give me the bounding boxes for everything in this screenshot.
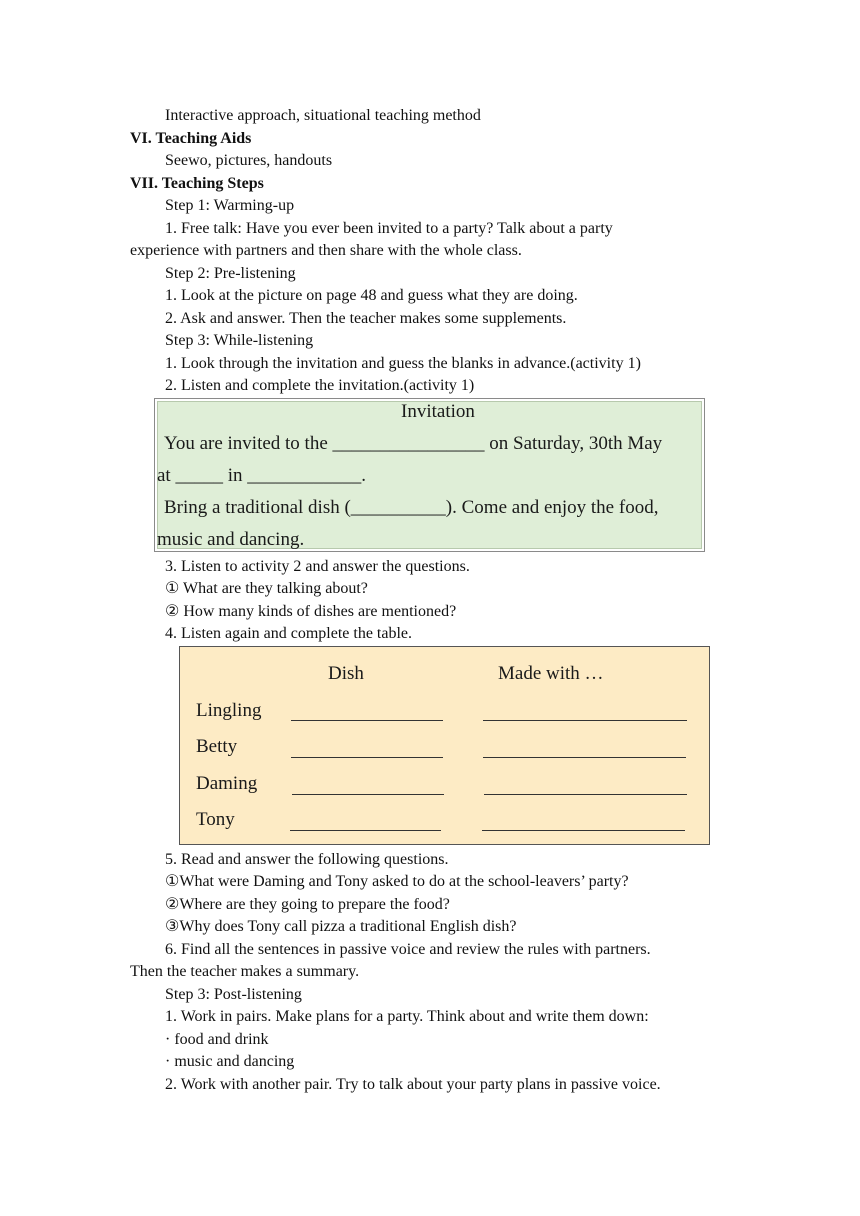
invitation-card xyxy=(154,398,705,552)
made-with-blank xyxy=(484,794,687,795)
step3-item3: 3. Listen to activity 2 and answer the questions. xyxy=(165,558,470,575)
step2-item1: 1. Look at the picture on page 48 and guess what they are doing. xyxy=(165,287,578,304)
step3-item1: 1. Look through the invitation and guess the blanks in advance.(activity 1) xyxy=(165,355,641,372)
post-listening-item1: 1. Work in pairs. Make plans for a party. Think about and write them down: xyxy=(165,1008,649,1025)
step3-item2: 2. Listen and complete the invitation.(activity 1) xyxy=(165,377,475,394)
teaching-aids-text: Seewo, pictures, handouts xyxy=(165,152,333,169)
step3-item4: 4. Listen again and complete the table. xyxy=(165,625,413,642)
dish-blank xyxy=(292,794,444,795)
made-with-blank xyxy=(483,720,687,721)
dish-table xyxy=(179,646,710,845)
made-with-blank xyxy=(482,830,685,831)
step3-question-1: ① What are they talking about? xyxy=(165,580,368,597)
dish-blank xyxy=(291,757,443,758)
table-header-made-with: Made with … xyxy=(498,663,604,684)
step3-question-2: ② How many kinds of dishes are mentioned? xyxy=(165,603,457,620)
teaching-steps-heading: VII. Teaching Steps xyxy=(130,175,264,192)
table-row-label: Daming xyxy=(196,773,258,794)
invitation-title: Invitation xyxy=(401,401,475,422)
table-row-label: Tony xyxy=(196,809,235,830)
invitation-line-2: at _____ in ____________. xyxy=(157,465,366,486)
post-listening-item2: 2. Work with another pair. Try to talk about your party plans in passive voice. xyxy=(165,1076,661,1093)
post-listening-title: Step 3: Post-listening xyxy=(165,986,302,1003)
step3-item6-line2: Then the teacher makes a summary. xyxy=(130,963,360,980)
dish-blank xyxy=(290,830,441,831)
teaching-aids-heading: VI. Teaching Aids xyxy=(130,130,252,147)
made-with-blank xyxy=(483,757,686,758)
step3-title: Step 3: While-listening xyxy=(165,332,314,349)
step3-question-3: ①What were Daming and Tony asked to do at the school-leavers’ party? xyxy=(165,873,629,890)
step1-item1-line2: experience with partners and then share with the whole class. xyxy=(130,242,522,259)
table-row-label: Lingling xyxy=(196,700,262,721)
dish-blank xyxy=(291,720,443,721)
step2-title: Step 2: Pre-listening xyxy=(165,265,296,282)
teaching-method-text: Interactive approach, situational teaching method xyxy=(165,107,481,124)
invitation-line-3: Bring a traditional dish (__________). Come and enjoy the food, xyxy=(164,497,659,518)
table-header-dish: Dish xyxy=(328,663,364,684)
step1-title: Step 1: Warming-up xyxy=(165,197,295,214)
invitation-line-1: You are invited to the ________________ on Saturday, 30th May xyxy=(164,433,663,454)
post-listening-bullet-2: · music and dancing xyxy=(165,1053,295,1070)
invitation-line-4: music and dancing. xyxy=(157,529,305,550)
table-row-label: Betty xyxy=(196,736,238,757)
step1-item1-line1: 1. Free talk: Have you ever been invited to a party? Talk about a party xyxy=(165,220,613,237)
step3-item5: 5. Read and answer the following questions. xyxy=(165,851,449,868)
step3-question-5: ③Why does Tony call pizza a traditional English dish? xyxy=(165,918,517,935)
post-listening-bullet-1: · food and drink xyxy=(165,1031,269,1048)
step3-question-4: ②Where are they going to prepare the food? xyxy=(165,896,450,913)
step3-item6-line1: 6. Find all the sentences in passive voice and review the rules with partners. xyxy=(165,941,651,958)
step2-item2: 2. Ask and answer. Then the teacher makes some supplements. xyxy=(165,310,567,327)
